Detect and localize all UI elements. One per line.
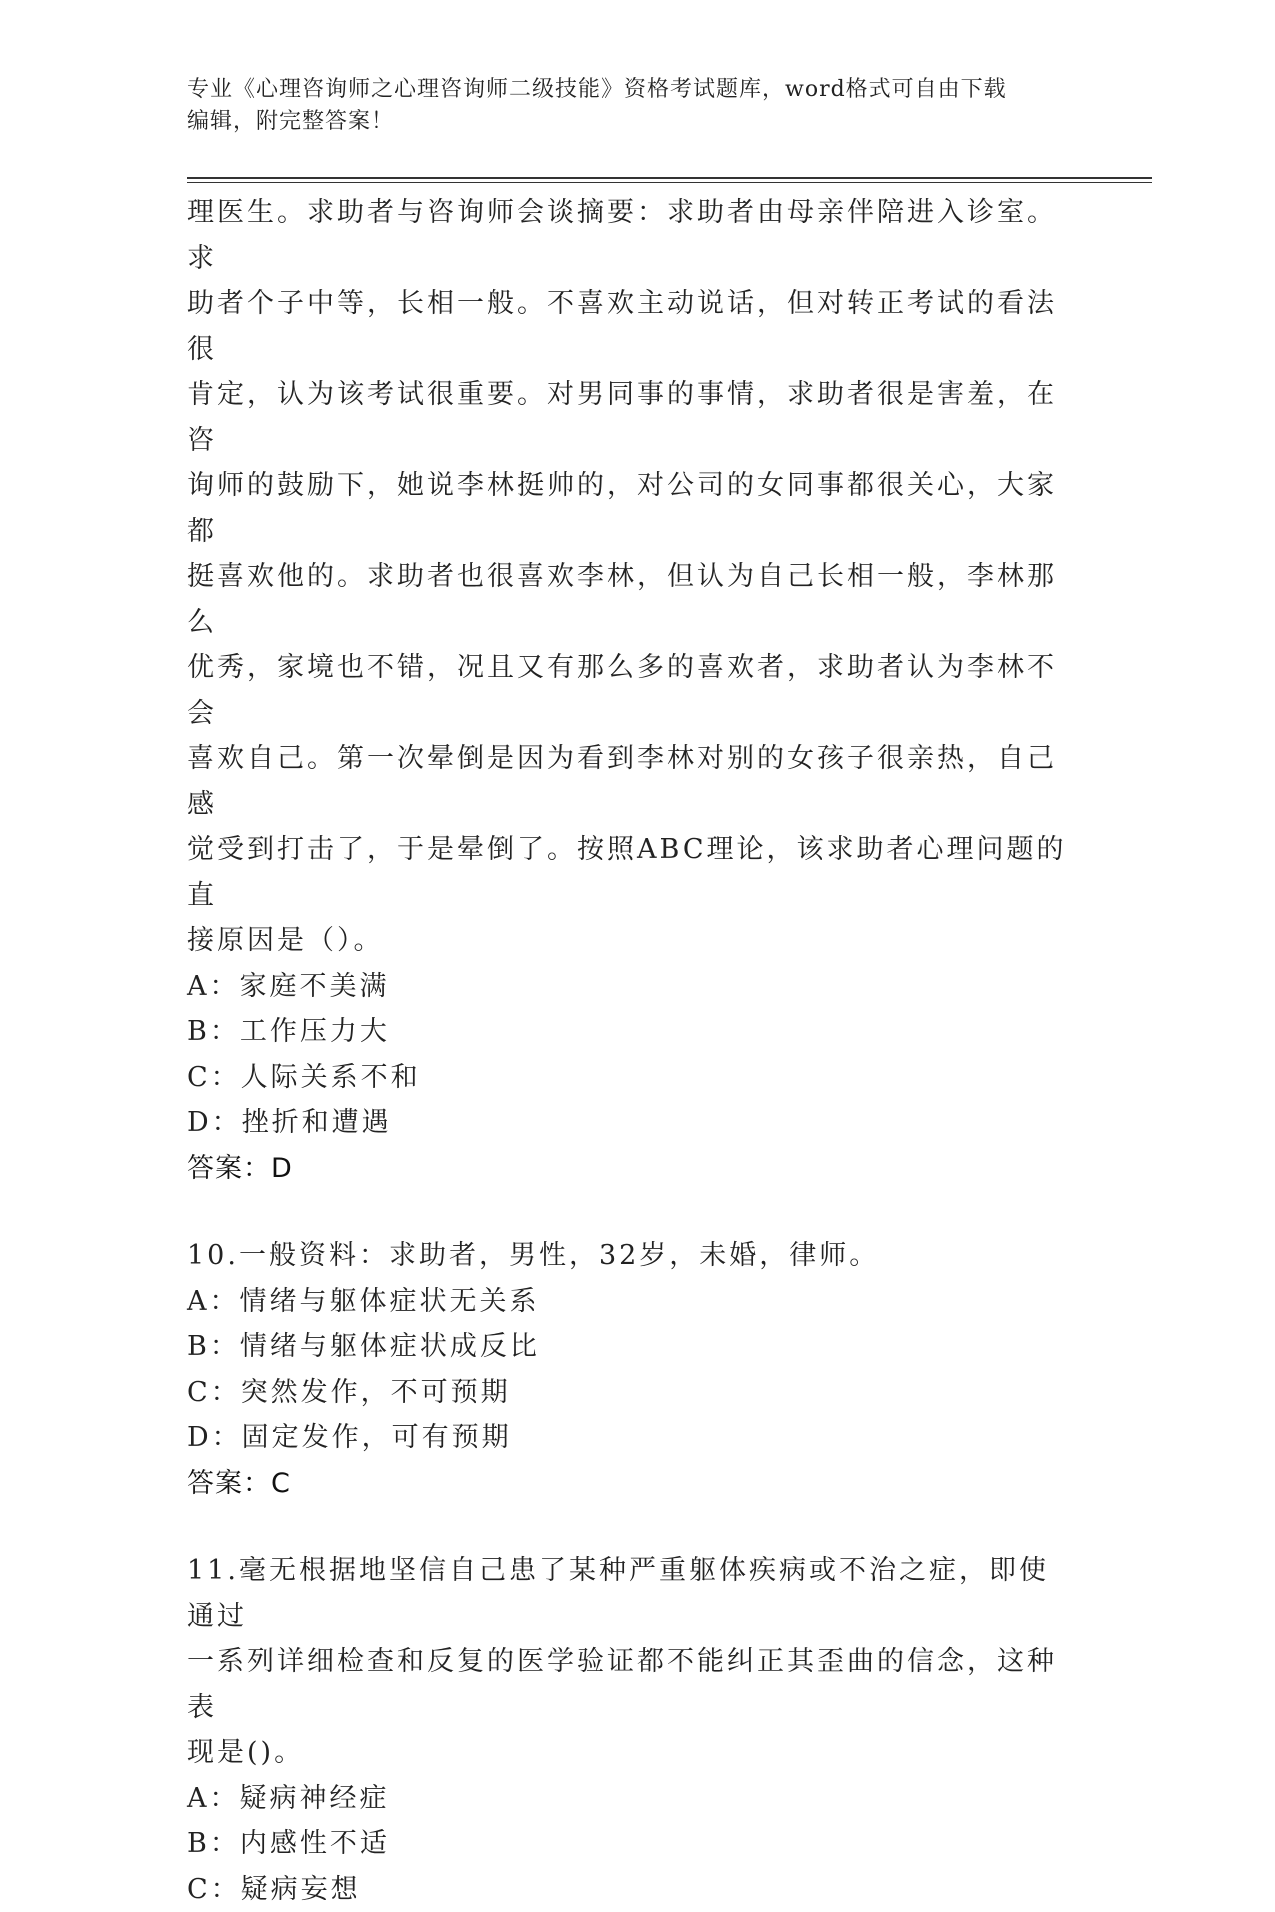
option-b: B：情绪与躯体症状成反比 <box>187 1324 1067 1370</box>
document-body <box>187 190 1067 1912</box>
option-b: B：内感性不适 <box>187 1821 1067 1867</box>
option-d: D：固定发作，可有预期 <box>187 1415 1067 1461</box>
option-a: A：情绪与躯体症状无关系 <box>187 1279 1067 1325</box>
header-line-2: 编辑，附完整答案！ <box>187 106 1067 138</box>
answer-line: 答案：C <box>187 1461 1067 1507</box>
header-line-1: 专业《心理咨询师之心理咨询师二级技能》资格考试题库，word格式可自由下载 <box>187 74 1067 106</box>
question-text-line: 11.毫无根据地坚信自己患了某种严重躯体疾病或不治之症，即使通过 <box>187 1548 1067 1639</box>
question-text-line: 现是()。 <box>187 1730 1067 1776</box>
question-9 <box>187 190 1067 1191</box>
question-text-line: 询师的鼓励下，她说李林挺帅的，对公司的女同事都很关心，大家都 <box>187 463 1067 554</box>
option-c: C：疑病妄想 <box>187 1867 1067 1912</box>
question-text-line: 优秀，家境也不错，况且又有那么多的喜欢者，求助者认为李林不会 <box>187 645 1067 736</box>
option-c: C：人际关系不和 <box>187 1055 1067 1101</box>
question-text-line: 接原因是（）。 <box>187 918 1067 964</box>
question-10 <box>187 1233 1067 1506</box>
option-a: A：疑病神经症 <box>187 1776 1067 1822</box>
document-header <box>187 74 1067 138</box>
question-text-line: 10.一般资料：求助者，男性，32岁，未婚，律师。 <box>187 1233 1067 1279</box>
option-b: B：工作压力大 <box>187 1009 1067 1055</box>
option-d: D：挫折和遭遇 <box>187 1100 1067 1146</box>
header-divider-thin <box>187 182 1152 183</box>
question-text-line: 理医生。求助者与咨询师会谈摘要：求助者由母亲伴陪进入诊室。求 <box>187 190 1067 281</box>
question-text-line: 挺喜欢他的。求助者也很喜欢李林，但认为自己长相一般，李林那么 <box>187 554 1067 645</box>
header-divider-thick <box>187 177 1152 179</box>
spacer <box>187 1191 1067 1233</box>
question-text-line: 肯定，认为该考试很重要。对男同事的事情，求助者很是害羞，在咨 <box>187 372 1067 463</box>
question-text-line: 觉受到打击了，于是晕倒了。按照ABC理论，该求助者心理问题的直 <box>187 827 1067 918</box>
question-text-line: 一系列详细检查和反复的医学验证都不能纠正其歪曲的信念，这种表 <box>187 1639 1067 1730</box>
answer-line: 答案：D <box>187 1146 1067 1192</box>
question-11 <box>187 1548 1067 1912</box>
spacer <box>187 1506 1067 1548</box>
question-text-line: 喜欢自己。第一次晕倒是因为看到李林对别的女孩子很亲热，自己感 <box>187 736 1067 827</box>
question-text-line: 助者个子中等，长相一般。不喜欢主动说话，但对转正考试的看法很 <box>187 281 1067 372</box>
option-c: C：突然发作，不可预期 <box>187 1370 1067 1416</box>
option-a: A：家庭不美满 <box>187 964 1067 1010</box>
